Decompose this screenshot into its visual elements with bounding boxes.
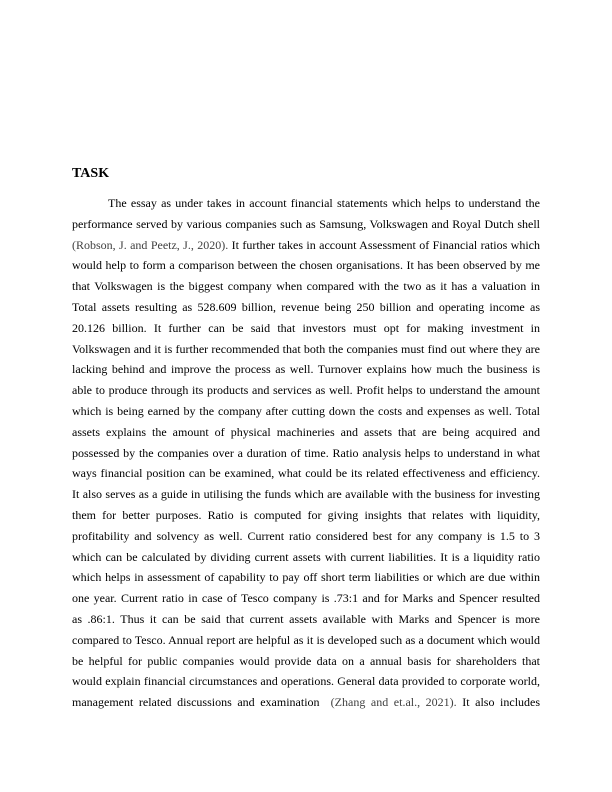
paragraph-line: 20.126 billion. It further can be said that investors must opt for making investment in: [72, 320, 540, 335]
paragraph-line: which is being earned by the company after cutting down the costs and expenses as well. Total: [72, 403, 540, 418]
paragraph-line: profitability and solvency as well. Current ratio considered best for any company is 1.5 to 3: [72, 528, 540, 543]
paragraph-line: The essay as under takes in account financial statements which helps to understand the: [108, 196, 540, 210]
citation: (Robson, J. and Peetz, J., 2020).: [72, 237, 229, 252]
citation: (Zhang and et.al., 2021).: [330, 695, 457, 710]
paragraph-line: which helps in assessment of capability to pay off short term liabilities or which are due within: [72, 570, 540, 585]
paragraph-line: possessed by the companies over a duration of time. Ratio analysis helps to understand in what: [72, 445, 540, 460]
paragraph-line: them for better purposes. Ratio is computed for giving insights that relates with liquidity,: [72, 507, 540, 522]
paragraph-line: that Volkswagen is the biggest company when compared with the two as it has a valuation in: [72, 279, 540, 294]
paragraph-line: [72, 692, 540, 713]
paragraph-line: Volkswagen and it is further recommended that both the companies must find out where they are: [72, 341, 540, 356]
paragraph-line: which can be calculated by dividing current assets with current liabilities. It is a liquidity ratio: [72, 549, 540, 564]
paragraph-line: performance served by various companies such as Samsung, Volkswagen and Royal Dutch shell: [72, 216, 540, 231]
body-paragraph: [72, 193, 540, 713]
paragraph-line: assets explains the amount of physical machineries and assets that are being acquired and: [72, 424, 540, 439]
paragraph-line: ways financial position can be examined, what could be its related effectiveness and efficiency.: [72, 466, 540, 481]
paragraph-line: It also serves as a guide in utilising the funds which are available with the business for investing: [72, 487, 540, 502]
paragraph-line: lacking behind and improve the process as well. Turnover explains how much the business is: [72, 362, 540, 377]
section-heading: TASK: [72, 166, 110, 181]
paragraph-line: be helpful for public companies would provide data on a annual basis for shareholders that: [72, 653, 540, 668]
paragraph-line: able to produce through its products and services as well. Profit helps to understand the amount: [72, 383, 540, 398]
paragraph-line: compared to Tesco. Annual report are helpful as it is developed such as a document which would: [72, 632, 540, 647]
paragraph-line: as .86:1. Thus it can be said that current assets available with Marks and Spencer is more: [72, 611, 540, 626]
paragraph-line: one year. Current ratio in case of Tesco company is .73:1 and for Marks and Spencer resulted: [72, 591, 540, 606]
paragraph-line: would help to form a comparison between the chosen organisations. It has been observed by me: [72, 258, 540, 273]
paragraph-line: Total assets resulting as 528.609 billion, revenue being 250 billion and operating income as: [72, 299, 540, 314]
paragraph-line: [72, 235, 540, 256]
paragraph-line-text: management related discussions and examination: [72, 695, 320, 710]
paragraph-line: would explain financial circumstances and operations. General data provided to corporate world,: [72, 674, 540, 689]
paragraph-line-text: It further takes in account Assessment of Financial ratios which: [231, 237, 541, 252]
paragraph-line-text: It also includes: [462, 695, 541, 710]
